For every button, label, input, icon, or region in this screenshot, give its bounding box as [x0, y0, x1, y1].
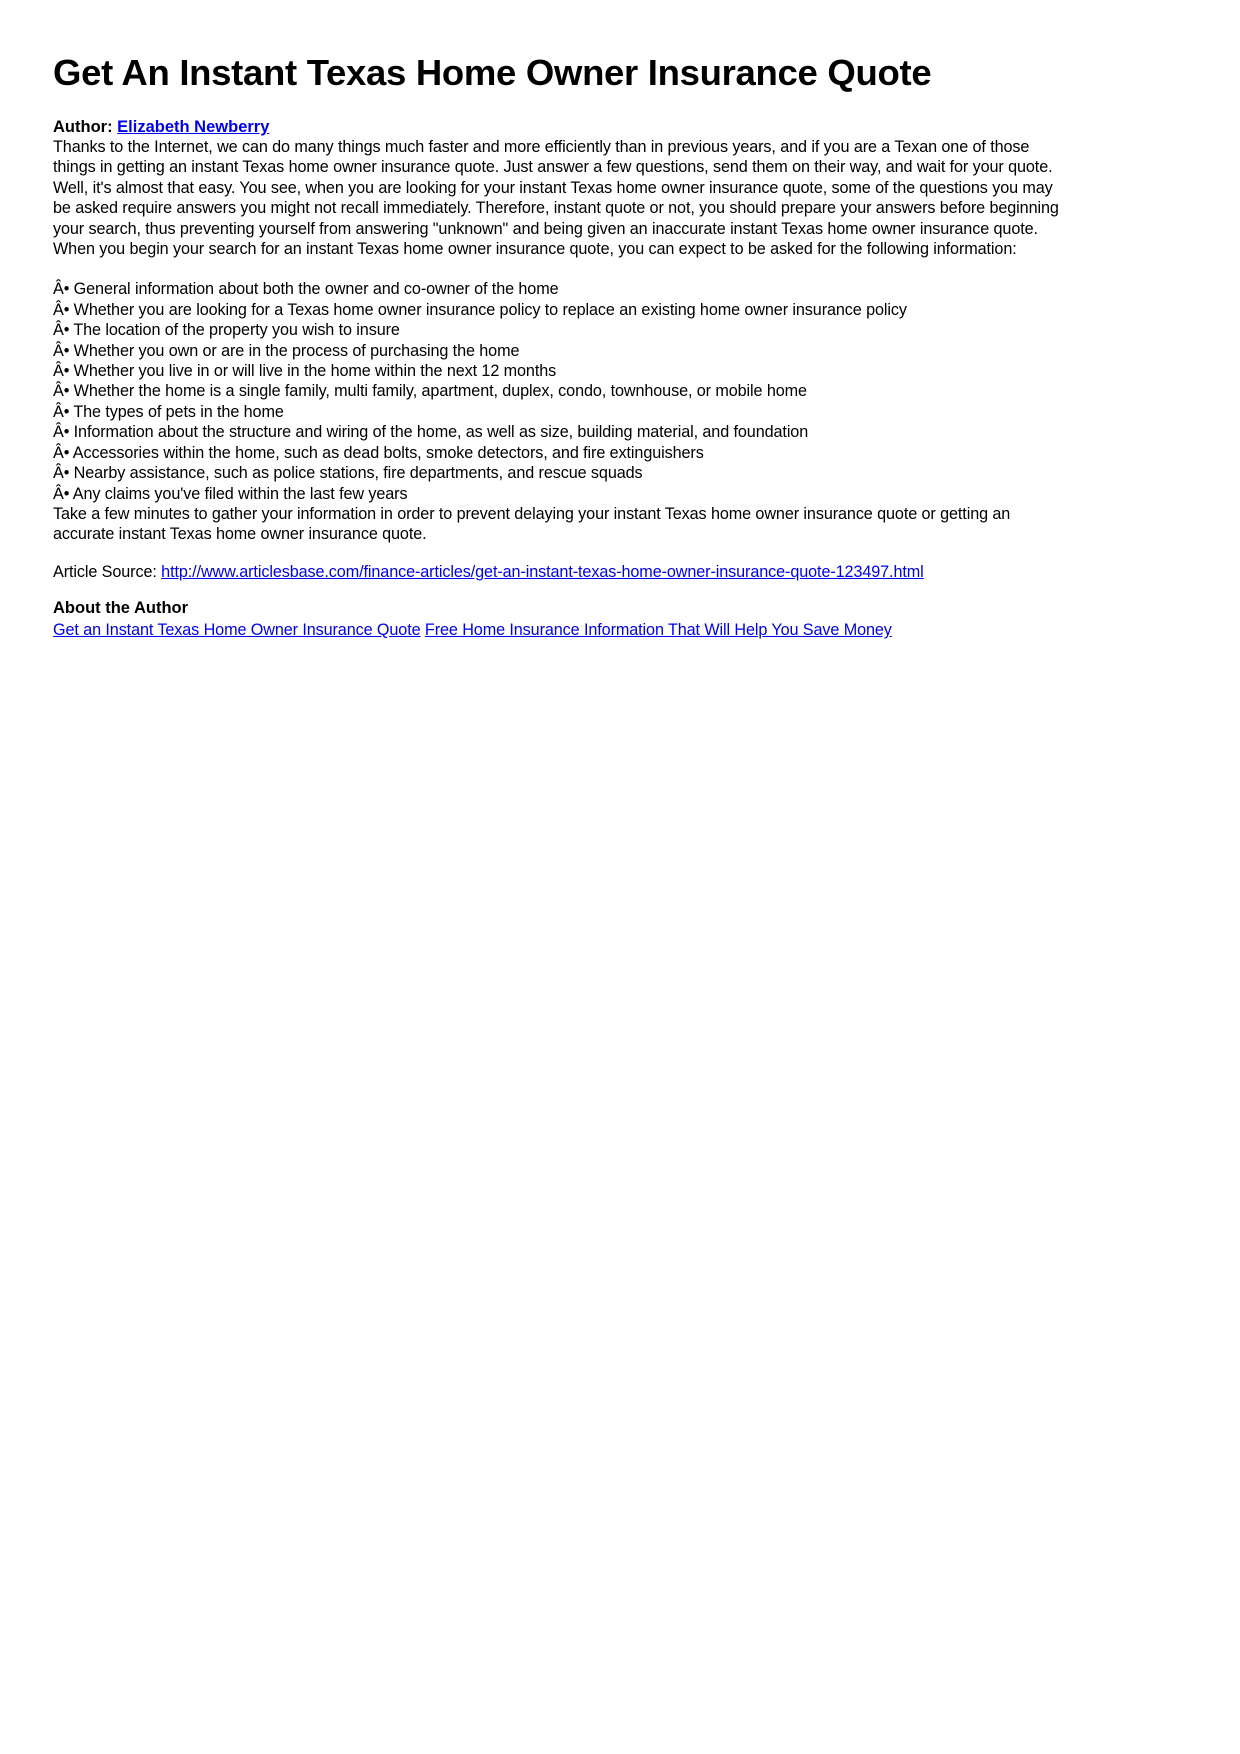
list-item: Â• Accessories within the home, such as dead bolts, smoke detectors, and fire extinguishers: [53, 443, 704, 462]
list-item: Â• Information about the structure and wiring of the home, as well as size, building material, and foundation: [53, 423, 809, 442]
about-author-links: [53, 620, 1063, 640]
about-author-heading: About the Author: [53, 599, 189, 618]
list-item: Â• Whether the home is a single family, multi family, apartment, duplex, condo, townhouse, or mobile home: [53, 382, 807, 401]
information-list: [53, 279, 1063, 503]
article: [53, 50, 1063, 641]
article-source-link[interactable]: http://www.articlesbase.com/finance-articles/get-an-instant-texas-home-owner-insurance-quote-123497.html: [161, 562, 924, 581]
list-item: Â• The types of pets in the home: [53, 402, 284, 421]
list-item: Â• Any claims you've filed within the last few years: [53, 484, 408, 503]
paragraph-preparation: Well, it's almost that easy. You see, when you are looking for your instant Texas home owner insurance quote, some of the questions you may be asked require answers you might not recall immediately. Therefore, instant quote or not, you should prepare your answers before beginning your search, thus preventing yourself from answering "unknown" and being given an inaccurate instant Texas home owner insurance quote.: [53, 178, 1059, 238]
author-name-link[interactable]: Elizabeth Newberry: [117, 118, 270, 136]
paragraph-list-intro: When you begin your search for an instant Texas home owner insurance quote, you can expect to be asked for the following information:: [53, 240, 1017, 259]
list-item: Â• General information about both the owner and co-owner of the home: [53, 280, 559, 299]
list-item: Â• Whether you are looking for a Texas home owner insurance policy to replace an existing home owner insurance policy: [53, 300, 907, 319]
list-item: Â• Nearby assistance, such as police stations, fire departments, and rescue squads: [53, 464, 643, 483]
author-label: Author:: [53, 118, 113, 136]
author-line: [53, 117, 1063, 137]
page-title: Get An Instant Texas Home Owner Insurance Quote: [53, 52, 932, 93]
paragraph-closing: Take a few minutes to gather your information in order to prevent delaying your instant Texas home owner insurance quote or getting an accurate instant Texas home owner insurance quote.: [53, 504, 1011, 544]
article-body: [53, 137, 1063, 582]
about-link-instant-quote[interactable]: Get an Instant Texas Home Owner Insurance Quote: [53, 621, 421, 640]
list-item: Â• Whether you own or are in the process of purchasing the home: [53, 341, 520, 360]
article-source-label: Article Source:: [53, 562, 157, 581]
list-item: Â• The location of the property you wish to insure: [53, 321, 400, 340]
about-link-free-information[interactable]: Free Home Insurance Information That Will Help You Save Money: [424, 621, 892, 640]
list-item: Â• Whether you live in or will live in the home within the next 12 months: [53, 362, 557, 381]
article-source: [53, 562, 1063, 582]
paragraph-intro: Thanks to the Internet, we can do many things much faster and more efficiently than in previous years, and if you are a Texan one of those things in getting an instant Texas home owner insurance quote. Just answer a few questions, send them on their way, and wait for your quote.: [53, 138, 1053, 177]
